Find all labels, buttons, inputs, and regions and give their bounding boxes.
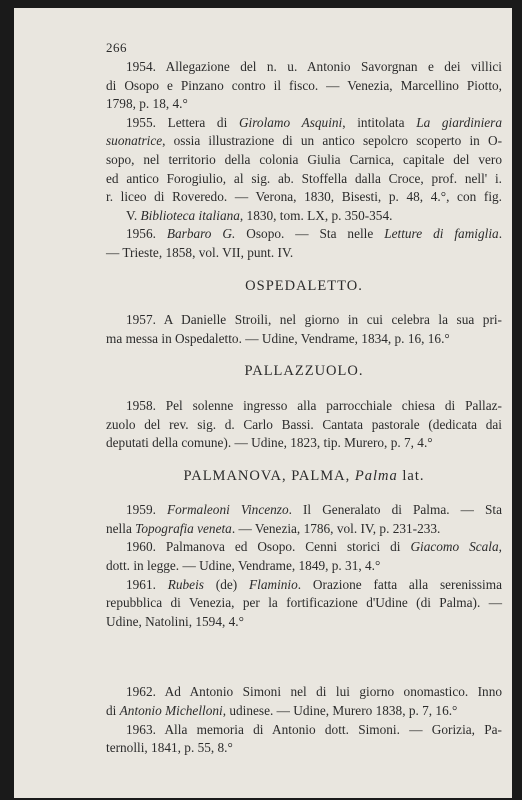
entry-line: deputati della comune). — Udine, 1823, tip. Murero, p. 7, 4.° [106,435,433,451]
author-name: Flaminio [249,576,298,592]
text-run: di [106,703,120,719]
entry-line: repubblica di Venezia, per la fortificazione d'Udine (di Palma). — [106,595,502,611]
entry-1963 [106,721,502,758]
entry-line: ed antico Forogiulio, al sig. ab. Stoffella dalla Croce, prof. nell' i. [106,170,502,186]
entry-1956 [106,225,502,262]
author-name: Giacomo Scala [410,539,499,555]
text-run: 1960. Palmanova ed Osopo. Cenni storici di [126,539,411,555]
entry-line [106,225,502,244]
entry-line [106,501,502,520]
entry-1960 [106,538,502,575]
entry-line: 1958. Pel solenne ingresso alla parrocchiale chiesa di Pallaz- [126,397,502,413]
text-run: V. [126,207,141,223]
entry-line [106,538,502,557]
text-run: PALMANOVA, PALMA, [183,467,355,484]
author-name: Girolamo Asquini [238,114,343,130]
entry-line [106,702,502,721]
entry-1954 [106,58,502,114]
entry-line: ternolli, 1841, p. 55, 8.° [106,740,233,756]
entry-line: ma messa in Ospedaletto. — Udine, Vendrame, 1834, p. 16, 16.° [106,330,450,346]
text-run: 1955. Lettera di [126,114,239,130]
section-heading-palmanova [106,467,502,486]
entry-line: 1963. Alla memoria di Antonio dott. Simoni. — Gorizia, Pa- [126,721,502,737]
text-run: lat. [397,467,425,484]
latin-name: Palma [354,467,398,484]
entry-line: di Osopo e Pinzano contro il fisco. — Venezia, Marcellino Piotto, [106,77,502,93]
entry-line: 1954. Allegazione del n. u. Antonio Savorgnan e dei villici [126,59,502,74]
entry-line: Udine, Natolini, 1594, 4.° [106,613,244,629]
entry-line [106,520,502,539]
text-run: , ossia illustrazione di un antico sepolcro scoperto in O- [162,133,502,149]
text-run: 1961. [126,576,168,592]
work-title: Biblioteca italiana [140,207,240,223]
entry-line: 1957. A Danielle Stroili, nel giorno in cui celebra la sua pri- [126,312,502,328]
entry-line: — Trieste, 1858, vol. VII, punt. IV. [106,244,294,260]
page-number: 266 [106,40,127,55]
text-run: nella [106,520,136,536]
entry-line [106,576,502,595]
text-run: , intitolata [342,114,417,130]
work-title: La giardiniera [416,114,502,130]
text-run: , [498,539,502,555]
entry-1958 [106,397,502,453]
entry-line: r. liceo di Roveredo. — Verona, 1830, Bisesti, p. 48, 4.°, con fig. [106,189,502,205]
entry-1962 [106,683,502,720]
page-text [106,58,502,758]
text-run: 1959. [126,502,167,518]
entry-line: dott. in legge. — Udine, Vendrame, 1849, p. 31, 4.° [106,558,381,574]
entry-1955 [106,114,502,226]
text-run: , 1830, tom. LX, p. 350-354. [239,207,393,223]
work-title: Letture di famiglia [384,226,499,242]
author-name: Barbaro G. [166,226,236,242]
text-run: . [498,226,503,242]
entry-line [106,114,502,133]
entry-line: zuolo del rev. sig. d. Carlo Bassi. Cantata pastorale (dedicata dai [106,416,502,432]
work-title: Topografia veneta [135,520,232,536]
entry-line: 1962. Ad Antonio Simoni nel di lui giorno onomastico. Inno [126,684,502,700]
section-heading-ospedaletto: OSPEDALETTO. [245,277,363,294]
text-run: . Il Generalato di Palma. — Sta [288,502,502,518]
entry-line [106,207,502,226]
entry-line: sopo, nel territorio della colonia Giulia Carnica, capitale del vero [106,151,502,167]
author-name: Rubeis [167,576,204,592]
text-run: . — Venezia, 1786, vol. IV, p. 231-233. [231,520,441,536]
text-run: , udinese. — Udine, Murero 1838, p. 7, 16.° [222,703,458,719]
blank-gap [106,631,502,683]
book-page [14,8,512,798]
work-title: suonatrice [106,133,163,149]
entry-line [106,132,502,151]
text-run: 1956. [126,226,167,242]
entry-line: 1798, p. 18, 4.° [106,96,188,112]
author-name: Antonio Michelloni [119,703,223,719]
text-run: Osopo. — Sta nelle [235,226,385,242]
entry-1961 [106,576,502,632]
author-name: Formaleoni Vincenzo [167,502,289,518]
entry-1959 [106,501,502,538]
entry-1957 [106,311,502,348]
text-run: (de) [203,576,250,592]
section-heading-pallazzuolo: PALLAZZUOLO. [244,363,364,380]
text-run: . Orazione fatta alla serenissima [297,576,502,592]
